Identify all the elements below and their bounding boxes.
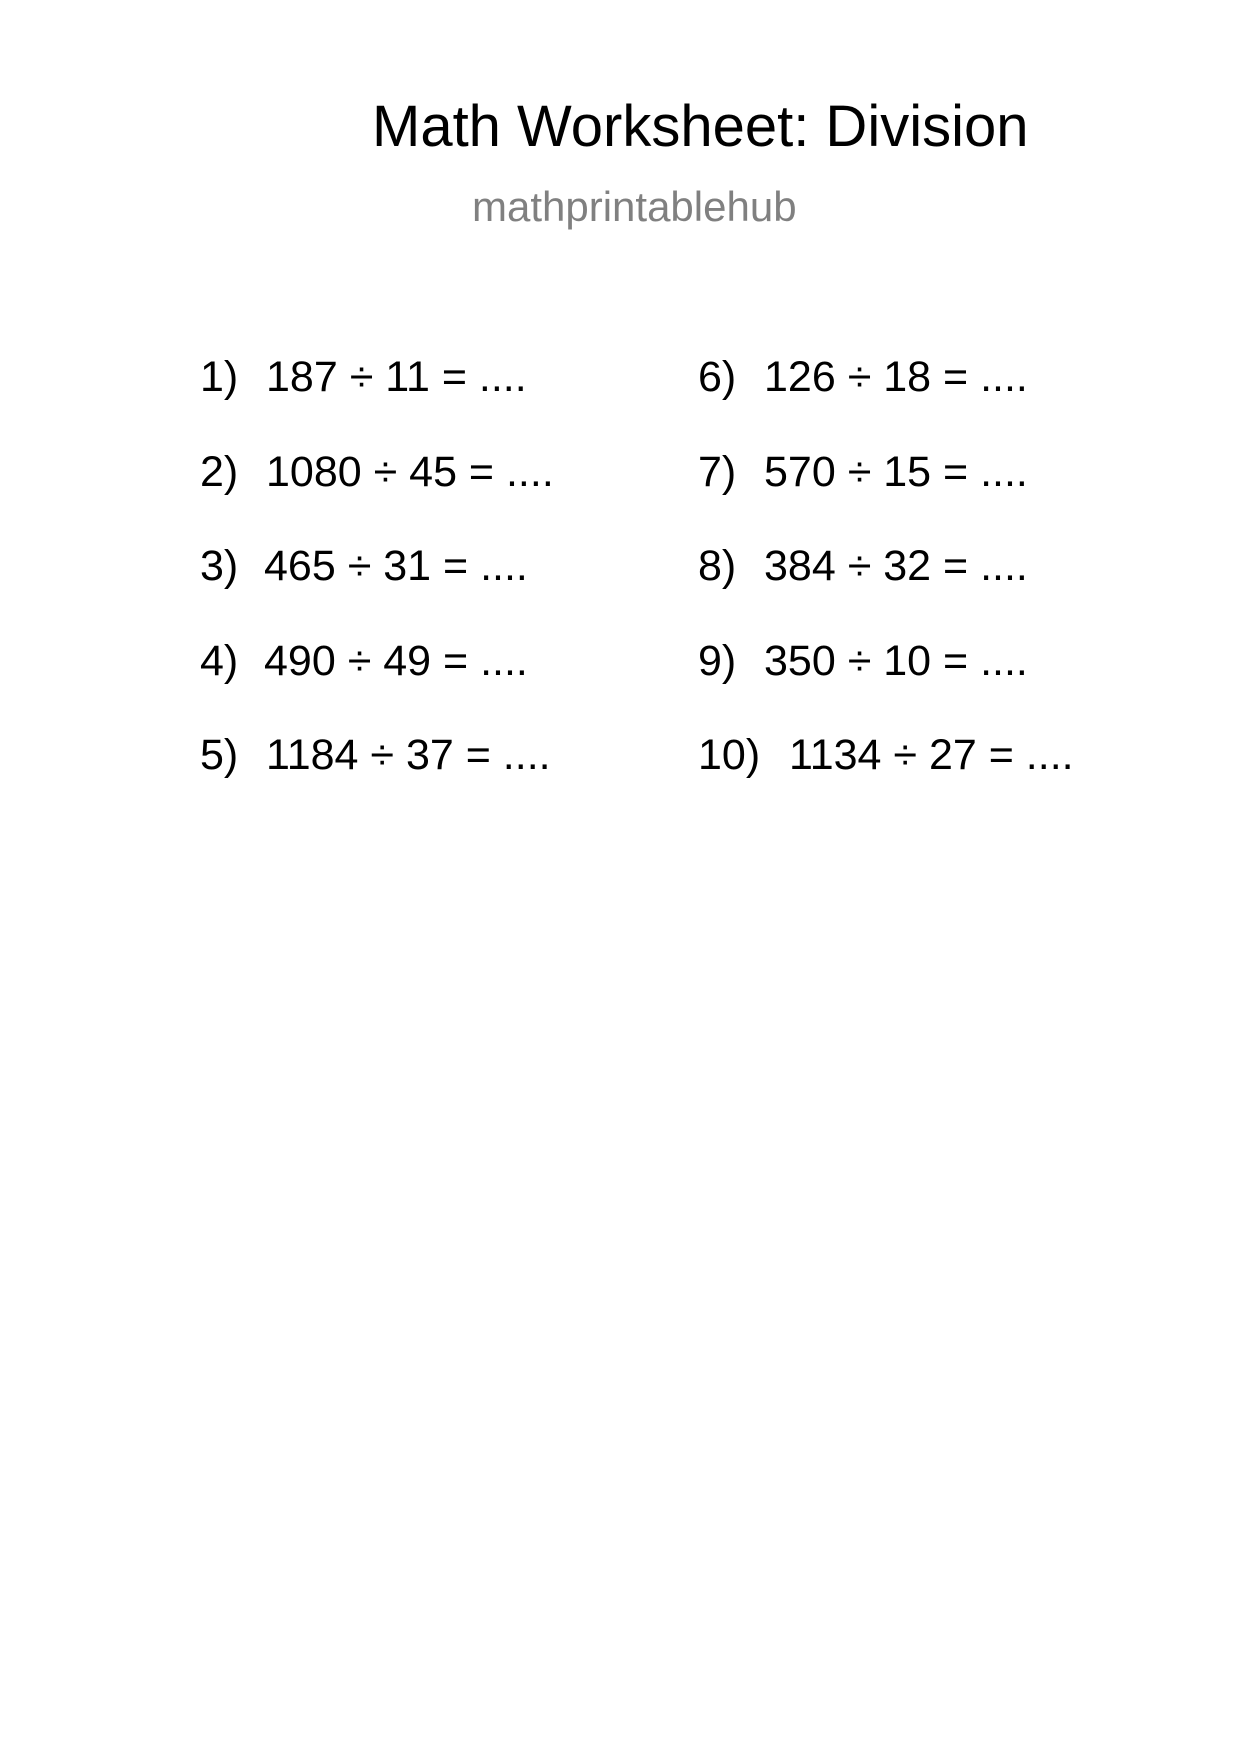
problem-item (200, 542, 528, 590)
problem-item (698, 353, 1028, 401)
problem-item (698, 448, 1028, 496)
problem-item (698, 542, 1028, 590)
problem-number: 9) (698, 637, 737, 685)
problem-expression: 384 ÷ 32 = .... (764, 542, 1028, 590)
problem-expression: 1080 ÷ 45 = .... (266, 448, 554, 496)
problem-number: 1) (200, 353, 239, 401)
problem-number: 3) (200, 542, 239, 590)
problem-item (698, 637, 1028, 685)
problem-item (200, 353, 527, 401)
problem-number: 8) (698, 542, 737, 590)
problem-item (200, 731, 551, 779)
problem-number: 4) (200, 637, 239, 685)
problem-expression: 1134 ÷ 27 = .... (789, 731, 1074, 779)
problem-item (698, 731, 1074, 779)
problem-item (200, 448, 554, 496)
problem-number: 2) (200, 448, 239, 496)
problem-expression: 490 ÷ 49 = .... (264, 637, 528, 685)
worksheet-source: mathprintablehub (472, 183, 797, 230)
problem-expression: 350 ÷ 10 = .... (764, 637, 1028, 685)
problem-item (200, 637, 528, 685)
problem-expression: 1184 ÷ 37 = .... (266, 731, 551, 779)
problem-expression: 570 ÷ 15 = .... (764, 448, 1028, 496)
problem-number: 7) (698, 448, 737, 496)
problem-number: 10) (698, 731, 761, 779)
problem-number: 6) (698, 353, 737, 401)
problem-expression: 465 ÷ 31 = .... (264, 542, 528, 590)
worksheet-title: Math Worksheet: Division (372, 94, 1029, 159)
problem-expression: 187 ÷ 11 = .... (266, 353, 527, 401)
problem-number: 5) (200, 731, 239, 779)
problem-expression: 126 ÷ 18 = .... (764, 353, 1028, 401)
